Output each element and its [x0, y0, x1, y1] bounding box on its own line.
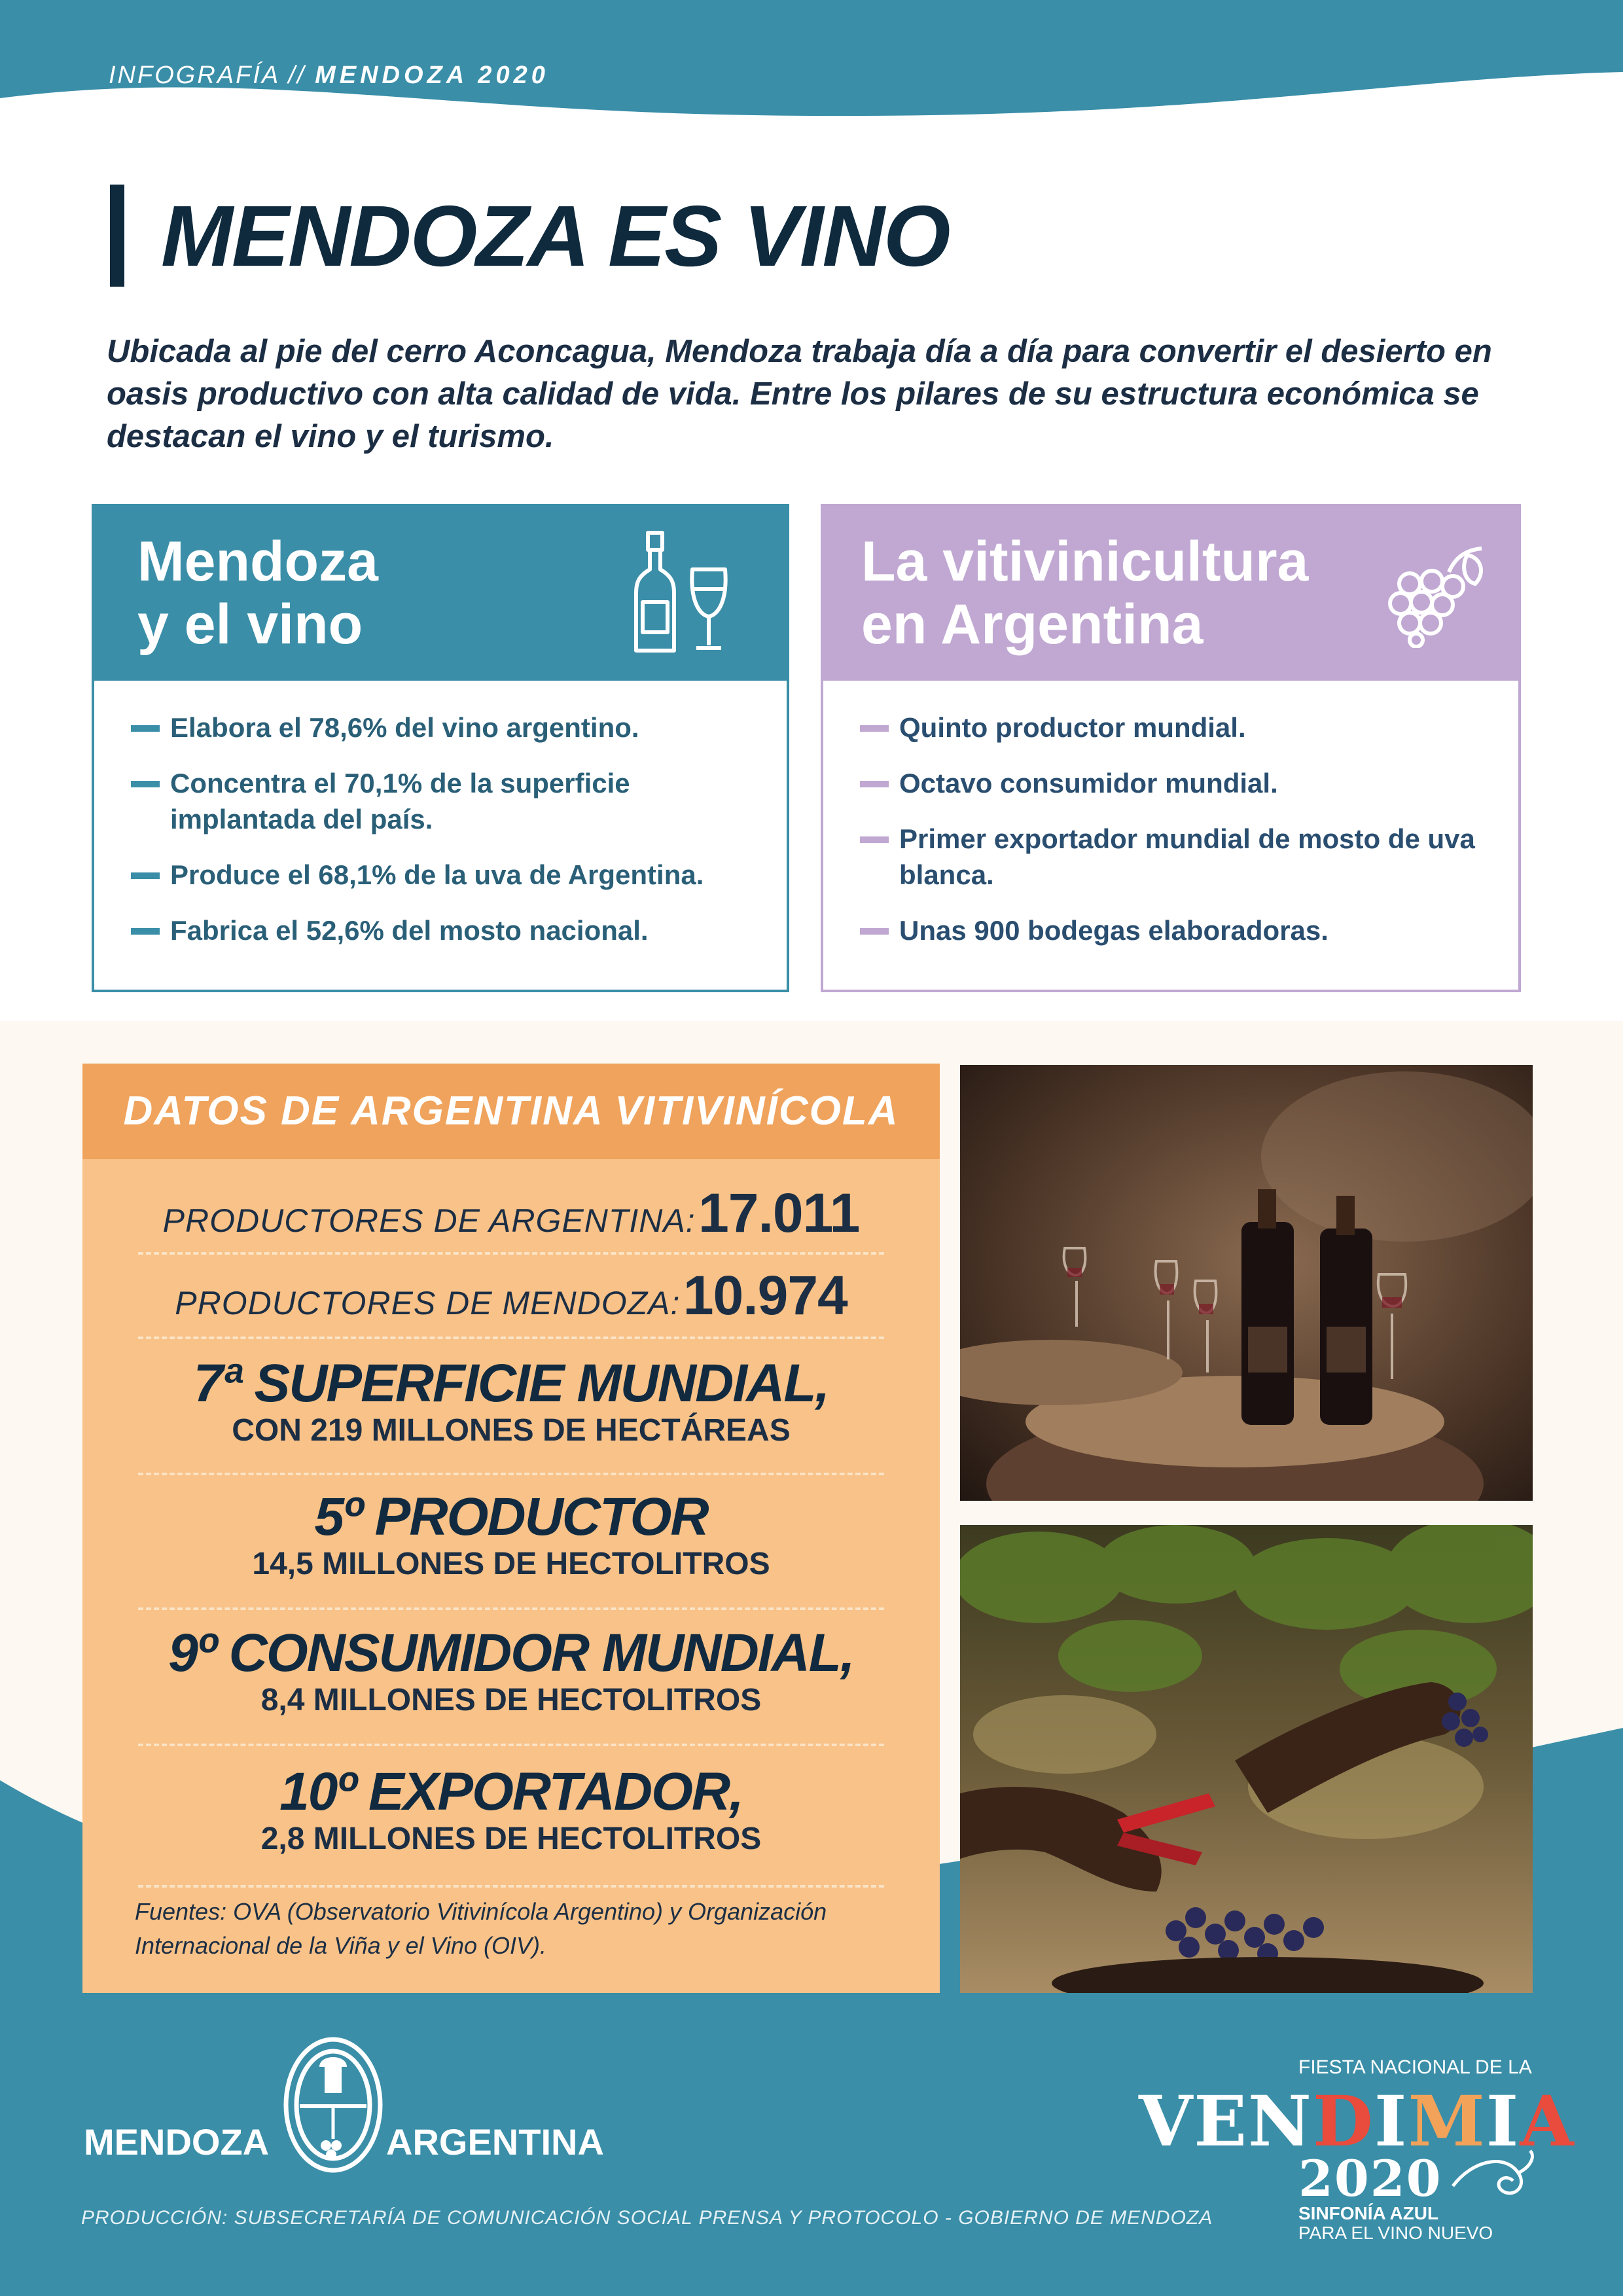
dash-bullet: [860, 836, 889, 843]
productor-row: [138, 1489, 884, 1610]
sources-line2: Internacional de la Viña y el Vino (OIV).: [135, 1932, 547, 1959]
argentina-logo-text: ARGENTINA: [386, 2121, 604, 2162]
intro-paragraph: Ubicada al pie del cerro Aconcagua, Mendoza trabaja día a día para convertir el desierto en oasis productivo con alta calidad de vida. Entre los pilares de su estructura económica se destacan el vino y el turismo.: [107, 334, 1492, 454]
vitivinicultura-box: [821, 504, 1521, 992]
mendoza-vino-header: [92, 504, 789, 681]
superficie-subtitle: CON 219 MILLONES DE HECTÁREAS: [232, 1413, 791, 1448]
swirl-icon: [1446, 2147, 1538, 2212]
vitivinicultura-list: [860, 709, 1492, 968]
title-accent-bar: [110, 185, 124, 287]
consumidor-subtitle: 8,4 MILLONES DE HECTOLITROS: [260, 1683, 762, 1717]
datos-argentina-panel: [82, 1064, 940, 1993]
production-credit: PRODUCCIÓN: SUBSECRETARÍA DE COMUNICACIÓN SOCIAL PRENSA Y PROTOCOLO - GOBIERNO DE MENDOZA: [81, 2207, 1213, 2229]
list-item: Elabora el 78,6% del vino argentino.: [131, 709, 760, 745]
dash-bullet: [131, 725, 160, 732]
vendimia-line4: PARA EL VINO NUEVO: [1298, 2223, 1493, 2243]
mendoza-vino-box: [92, 504, 789, 992]
list-item: Primer exportador mundial de mosto de uva blanca.: [860, 821, 1492, 893]
dash-bullet: [131, 872, 160, 879]
dash-bullet: [131, 781, 160, 787]
vendimia-letter: M: [1408, 2080, 1486, 2162]
superficie-title: 7ª SUPERFICIE MUNDIAL,: [193, 1354, 829, 1413]
grapes-icon: [1383, 543, 1488, 648]
dash-bullet: [860, 725, 889, 732]
consumidor-row: [138, 1625, 884, 1746]
productor-subtitle: 14,5 MILLONES DE HECTOLITROS: [252, 1547, 770, 1581]
vendimia-letter: I: [1486, 2080, 1520, 2162]
vendimia-year: 2020: [1298, 2149, 1442, 2208]
header-label-prefix: INFOGRAFÍA //: [109, 62, 306, 89]
productor-title: 5º PRODUCTOR: [314, 1487, 708, 1547]
vendimia-letter: V: [1139, 2080, 1194, 2162]
grape-harvest-hands-photo: [960, 1525, 1533, 1993]
exportador-subtitle: 2,8 MILLONES DE HECTOLITROS: [260, 1821, 762, 1856]
dash-bullet: [860, 928, 889, 935]
wine-bottles-barrels-photo: [960, 1065, 1533, 1501]
vendimia-letter: E: [1194, 2080, 1249, 2162]
productores-mendoza-value: 10.974: [683, 1265, 847, 1326]
list-item: Octavo consumidor mundial.: [860, 765, 1492, 801]
productores-argentina-row: [138, 1181, 884, 1255]
header-label: [109, 62, 549, 90]
dash-bullet: [131, 928, 160, 935]
mendoza-logo-text: MENDOZA: [84, 2121, 270, 2162]
vendimia-letter: N: [1248, 2080, 1313, 2162]
list-item: Quinto productor mundial.: [860, 709, 1492, 745]
sources-line1: Fuentes: OVA (Observatorio Vitivinícola Argentino) y Organización: [135, 1898, 827, 1925]
productores-argentina-value: 17.011: [698, 1182, 860, 1244]
vendimia-line3: SINFONÍA AZUL: [1298, 2203, 1439, 2223]
vitivinicultura-title-line1: La vitivinicultura: [861, 530, 1309, 593]
list-item: Unas 900 bodegas elaboradoras.: [860, 912, 1492, 948]
vitivinicultura-title-line2: en Argentina: [861, 593, 1204, 656]
productores-mendoza-row: [138, 1264, 884, 1339]
mendoza-seal-icon: [280, 2034, 386, 2176]
mendoza-vino-list: [131, 709, 760, 968]
sources-note: [135, 1895, 907, 1963]
vitivinicultura-header: [821, 504, 1521, 681]
superficie-row: [138, 1355, 884, 1475]
productores-mendoza-label: PRODUCTORES DE MENDOZA:: [175, 1285, 681, 1321]
exportador-row: [138, 1764, 884, 1888]
exportador-title: 10º EXPORTADOR,: [279, 1762, 743, 1821]
vendimia-2020-logo: [1132, 2049, 1575, 2243]
productores-argentina-label: PRODUCTORES DE ARGENTINA:: [162, 1202, 696, 1239]
list-item: Concentra el 70,1% de la superficie implantada del país.: [131, 765, 760, 837]
list-item: Fabrica el 52,6% del mosto nacional.: [131, 912, 760, 948]
mendoza-vino-title-line2: y el vino: [137, 593, 363, 656]
wine-bottle-glass-icon: [632, 530, 730, 655]
header-label-strong: MENDOZA 2020: [315, 62, 549, 89]
vendimia-letter: I: [1374, 2080, 1408, 2162]
list-item: Produce el 68,1% de la uva de Argentina.: [131, 857, 760, 893]
datos-title: DATOS DE ARGENTINA VITIVINÍCOLA: [82, 1064, 940, 1159]
page-title: MENDOZA ES VINO: [161, 188, 950, 284]
consumidor-title: 9º CONSUMIDOR MUNDIAL,: [168, 1623, 854, 1683]
mendoza-vino-title-line1: Mendoza: [137, 530, 378, 593]
dash-bullet: [860, 781, 889, 787]
vendimia-line1: FIESTA NACIONAL DE LA: [1298, 2056, 1532, 2078]
vendimia-letter: A: [1520, 2080, 1575, 2162]
vendimia-letter: D: [1312, 2080, 1374, 2162]
